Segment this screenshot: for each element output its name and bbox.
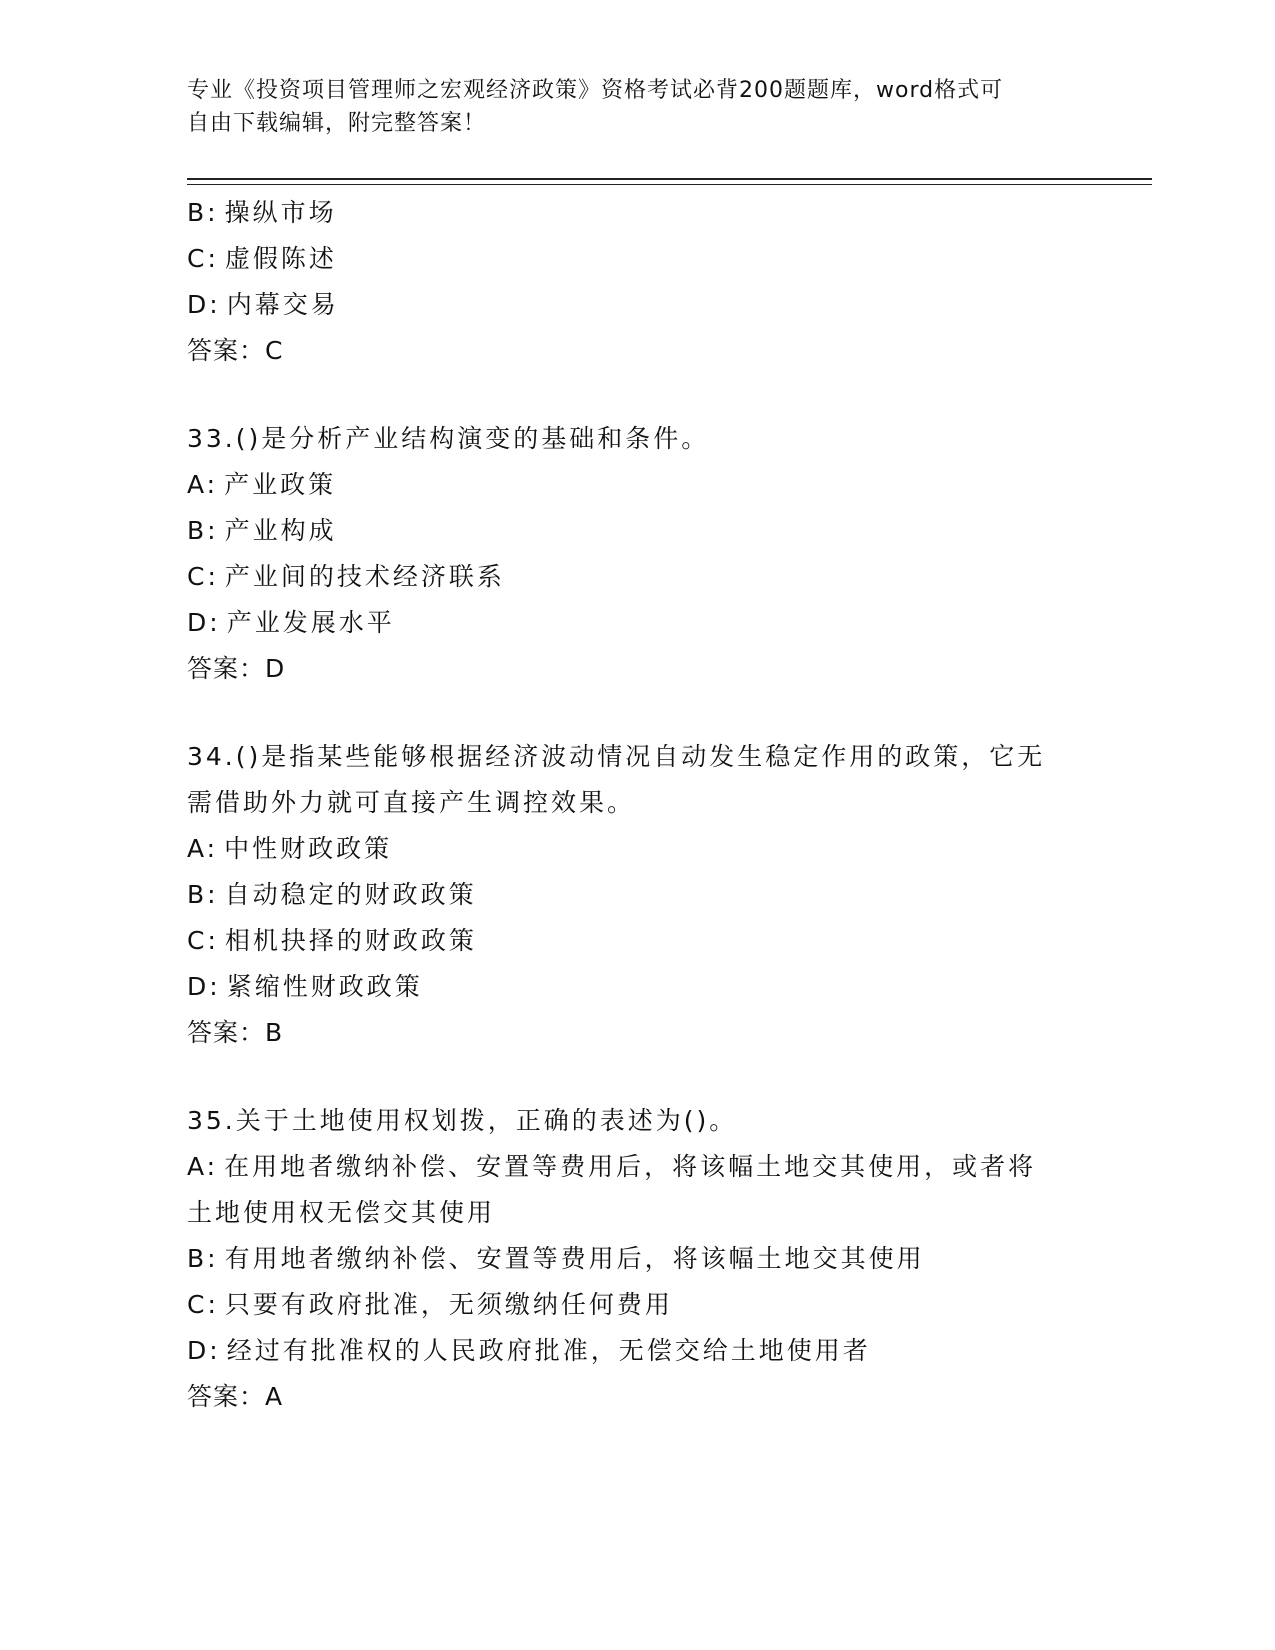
question-33 [187,416,1087,692]
option-c: C: 只要有政府批准，无须缴纳任何费用 [187,1290,673,1319]
option-a: A: 中性财政政策 [187,834,393,863]
answer-line: 答案：D [187,654,286,683]
option-b: B: 产业构成 [187,516,337,545]
option-b: B: 有用地者缴纳补偿、安置等费用后，将该幅土地交其使用 [187,1244,925,1273]
option-c: C: 相机抉择的财政政策 [187,926,477,955]
option-a: A: 产业政策 [187,470,337,499]
option-a-line-2: 土地使用权无偿交其使用 [187,1198,496,1227]
question-35 [187,1098,1087,1420]
answer-line: 答案：C [187,336,284,365]
header-line-2: 自由下载编辑，附完整答案！ [187,111,487,136]
answer-line: 答案：A [187,1382,284,1411]
option-d: D: 紧缩性财政政策 [187,972,423,1001]
option-b: B: 自动稳定的财政政策 [187,880,477,909]
option-c: C: 虚假陈述 [187,244,337,273]
question-stem: 33.()是分析产业结构演变的基础和条件。 [187,424,710,453]
option-a-line-1: A: 在用地者缴纳补偿、安置等费用后，将该幅土地交其使用，或者将 [187,1152,1037,1181]
header-line-1: 专业《投资项目管理师之宏观经济政策》资格考试必背200题题库，word格式可 [187,78,1004,103]
option-c: C: 产业间的技术经济联系 [187,562,505,591]
option-d: D: 经过有批准权的人民政府批准，无偿交给土地使用者 [187,1336,871,1365]
option-b: B: 操纵市场 [187,198,337,227]
question-32-tail [187,190,1087,374]
document-header [187,74,1067,140]
header-rule-thick [187,178,1152,180]
question-stem: 35.关于土地使用权划拨，正确的表述为()。 [187,1106,738,1135]
question-list [187,190,1087,1420]
question-34 [187,734,1087,1056]
header-rule-thin [187,184,1152,185]
answer-line: 答案：B [187,1018,284,1047]
option-d: D: 内幕交易 [187,290,339,319]
question-stem-line-1: 34.()是指某些能够根据经济波动情况自动发生稳定作用的政策，它无 [187,742,1046,771]
question-stem-line-2: 需借助外力就可直接产生调控效果。 [187,788,636,817]
option-d: D: 产业发展水平 [187,608,395,637]
